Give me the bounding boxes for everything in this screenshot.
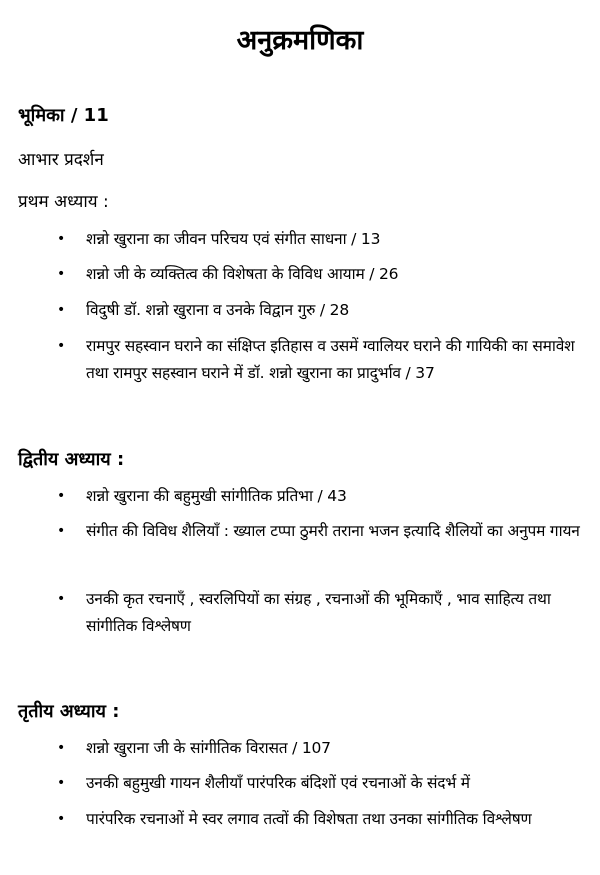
list-item-text: उनकी कृत रचनाएँ , स्वरलिपियों का संग्रह , रचनाओं की भूमिकाएँ , भाव साहित्य तथा सांगीतिक विश्लेषण — [86, 590, 551, 635]
list-item-text: उनकी बहुमुखी गायन शैलीयाँ पारंपरिक बंदिशों एवं रचनाओं के संदर्भ में — [86, 774, 470, 792]
list-item-text: शन्नो जी के व्यक्तित्व की विशेषता के विविध आयाम / 26 — [86, 265, 399, 283]
bullet-icon: • — [57, 338, 66, 354]
bullet-icon: • — [57, 266, 66, 282]
abhar-entry: आभार प्रदर्शन — [18, 150, 104, 170]
page-title: अनुक्रमणिका — [236, 25, 364, 56]
bullet-icon: • — [57, 775, 66, 791]
list-item-text: शन्नो खुराना की बहुमुखी सांगीतिक प्रतिभा / 43 — [86, 487, 347, 505]
bullet-icon: • — [57, 740, 66, 756]
list-item-text: रामपुर सहस्वान घराने का संक्षिप्त इतिहास व उसमें ग्वालियर घराने की गायिकी का समावेश तथा रामपुर सहस्वान घराने में डॉ. शन्नो खुराना का प्रादुर्भाव / 37 — [86, 337, 575, 382]
chapter-1-heading: प्रथम अध्याय : — [18, 192, 109, 212]
list-item-text: पारंपरिक रचनाओं मे स्वर लगाव तत्वों की विशेषता तथा उनका सांगीतिक विश्लेषण — [86, 810, 532, 828]
bullet-icon: • — [57, 231, 66, 247]
bullet-icon: • — [57, 591, 66, 607]
chapter-3-heading: तृतीय अध्याय : — [18, 701, 120, 722]
list-item-text: संगीत की विविध शैलियाँ : ख्याल टप्पा ठुमरी तराना भजन इत्यादि शैलियों का अनुपम गायन — [86, 522, 580, 540]
list-item-text: विदुषी डॉ. शन्नो खुराना व उनके विद्वान गुरु / 28 — [86, 301, 349, 319]
chapter-2-heading: द्वितीय अध्याय : — [18, 449, 125, 470]
list-item-text: शन्नो खुराना का जीवन परिचय एवं संगीत साधना / 13 — [86, 230, 381, 248]
bullet-icon: • — [57, 523, 66, 539]
bullet-icon: • — [57, 302, 66, 318]
bullet-icon: • — [57, 811, 66, 827]
list-item-text: शन्नो खुराना जी के सांगीतिक विरासत / 107 — [86, 739, 331, 757]
bhumika-entry: भूमिका / 11 — [18, 105, 109, 126]
bullet-icon: • — [57, 488, 66, 504]
